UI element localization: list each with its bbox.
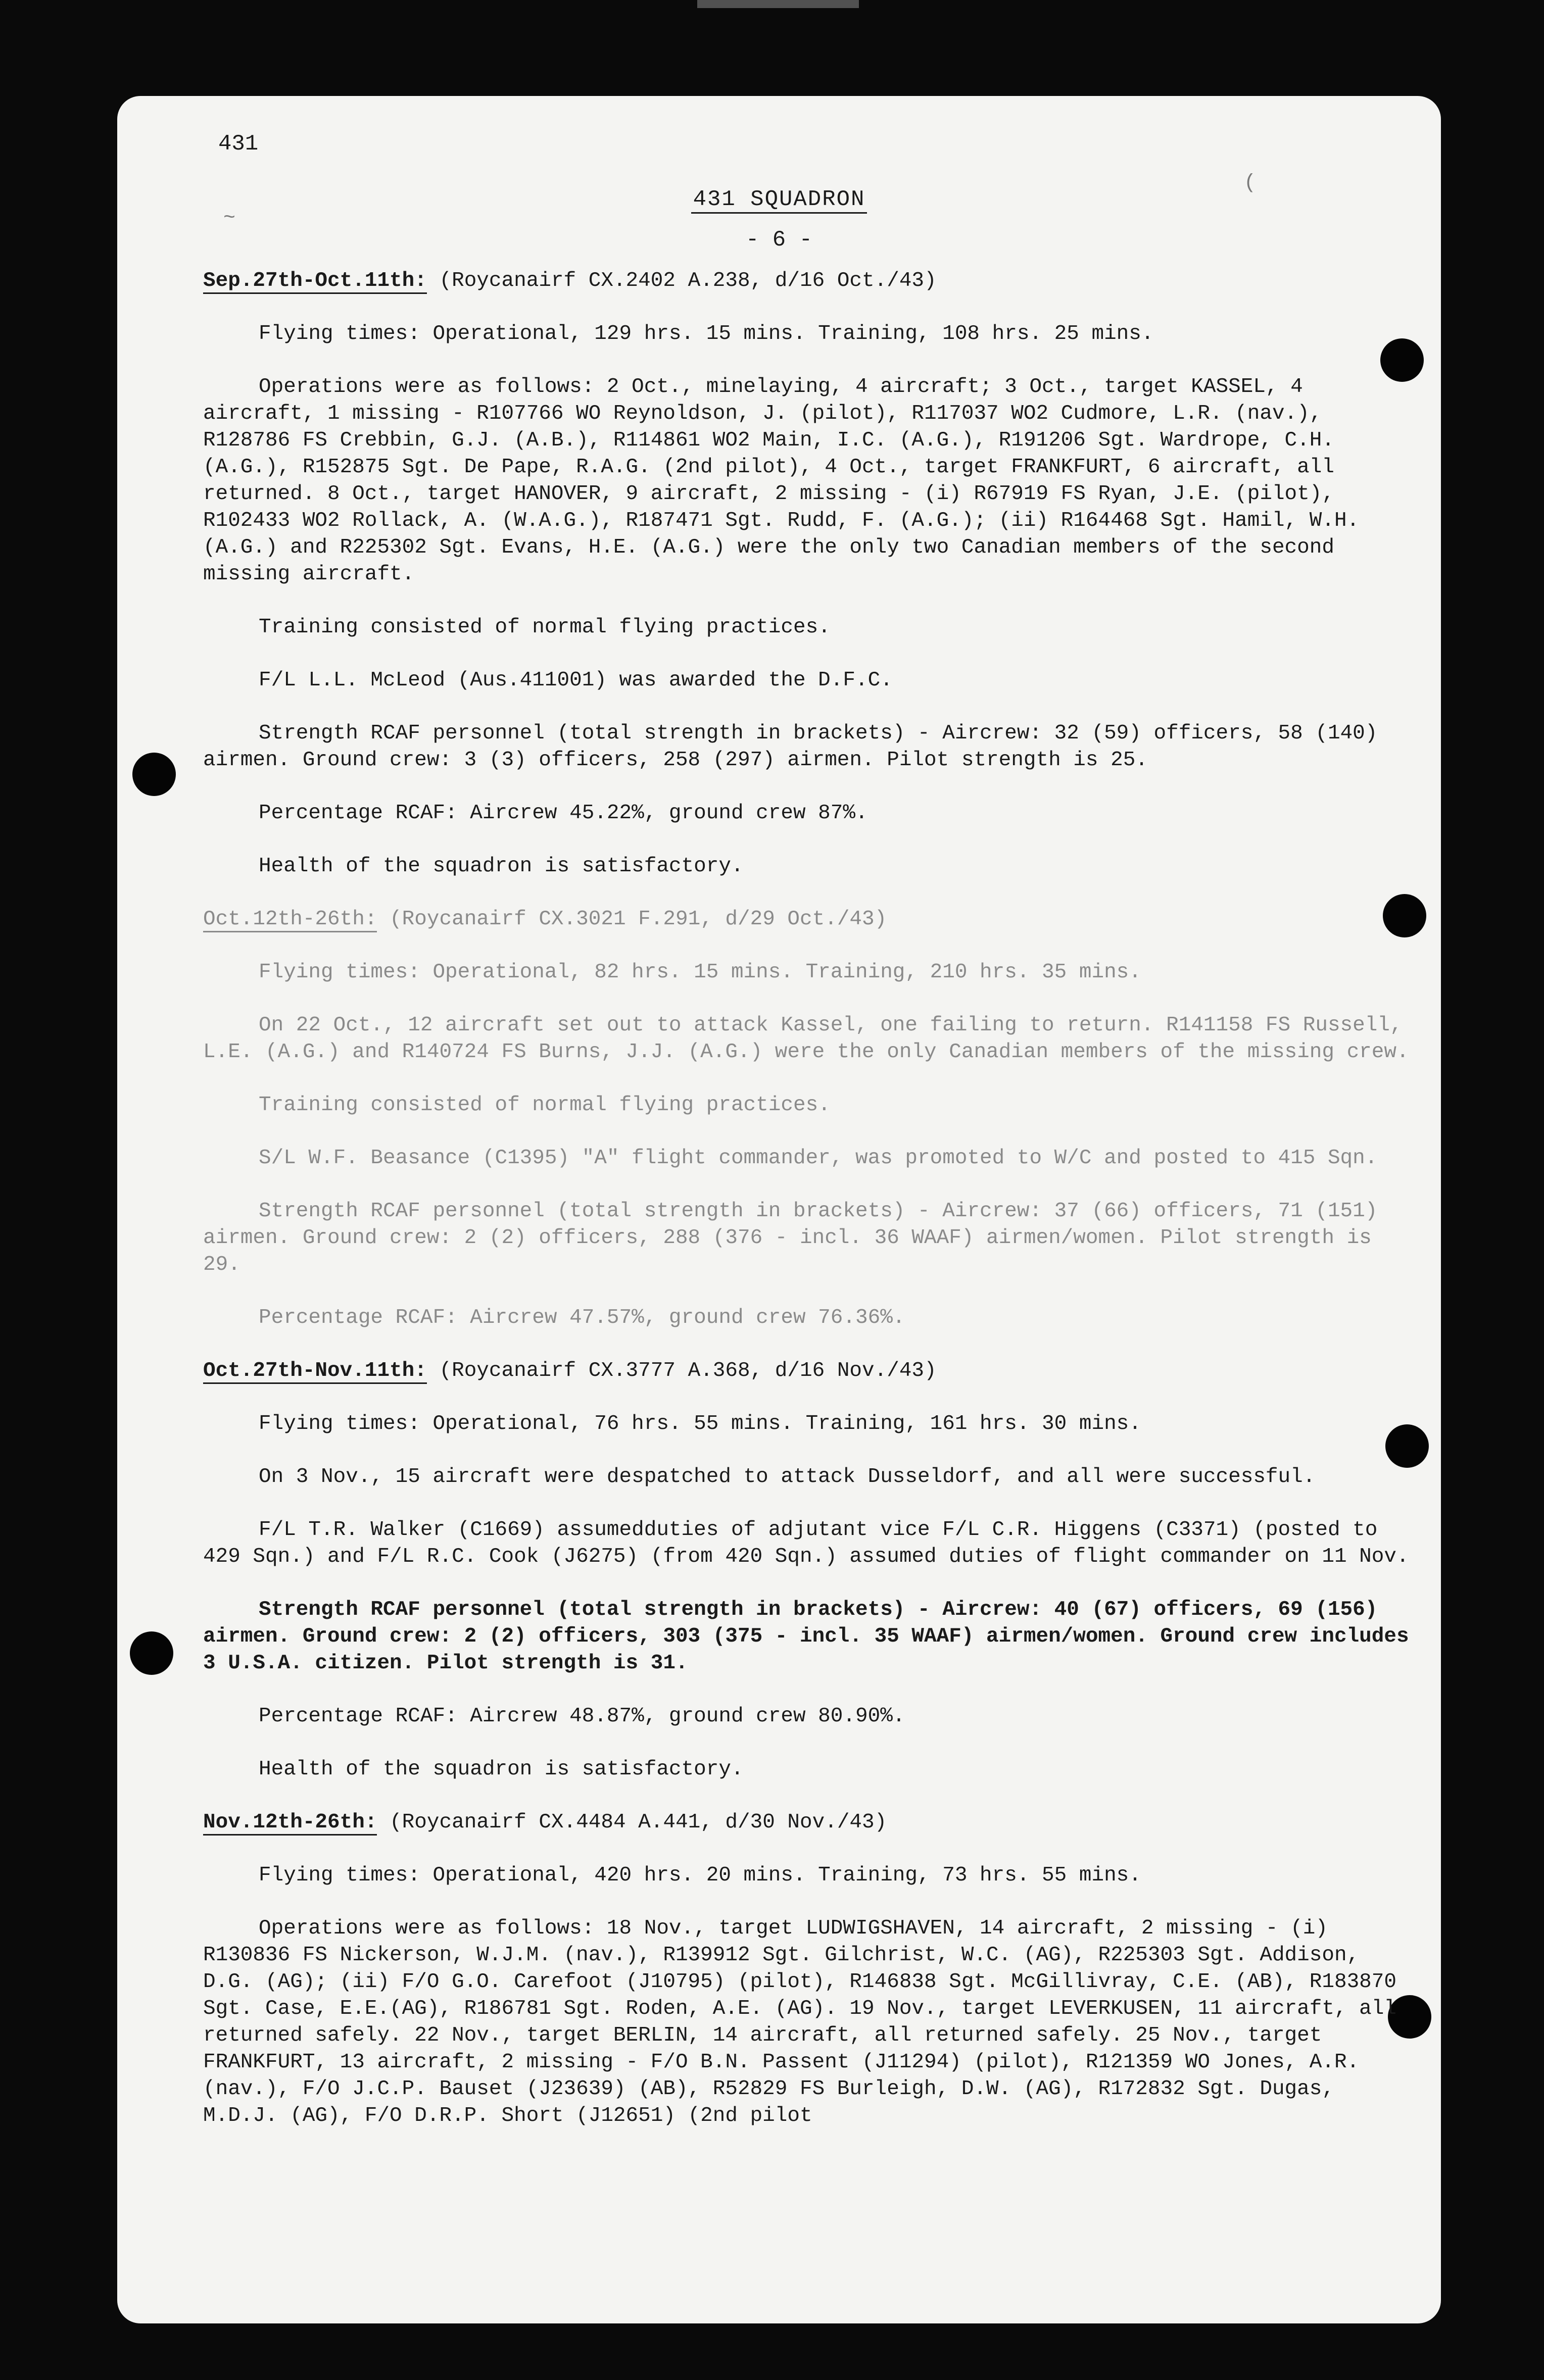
paragraph: S/L W.F. Beasance (C1395) "A" flight commander, was promoted to W/C and posted to 415 Sqn.	[259, 1147, 1378, 1170]
punch-hole	[132, 753, 176, 796]
paragraph: Health of the squadron is satisfactory.	[259, 1758, 744, 1781]
paragraph: Health of the squadron is satisfactory.	[259, 855, 744, 878]
section-header: Oct.12th-26th: (Roycanairf CX.3021 F.291, d/29 Oct./43)	[203, 906, 1411, 933]
paragraph: Strength RCAF personnel (total strength in brackets) - Aircrew: 40 (67) officers, 69 (156) airmen. Ground crew: 2 (2) officers, 303 (375 - incl. 35 WAAF) airmen/women. Ground crew includes 3 U.S.A. citizen. Pilot strength is 31.	[203, 1598, 1409, 1675]
paragraph: Flying times: Operational, 82 hrs. 15 mins. Training, 210 hrs. 35 mins.	[259, 961, 1141, 984]
paragraph: Flying times: Operational, 420 hrs. 20 mins. Training, 73 hrs. 55 mins.	[259, 1864, 1141, 1887]
paragraph: Training consisted of normal flying practices.	[259, 1094, 831, 1117]
section-header: Nov.12th-26th: (Roycanairf CX.4484 A.441, d/30 Nov./43)	[203, 1809, 1411, 1836]
punch-hole	[130, 1631, 173, 1675]
paragraph: Strength RCAF personnel (total strength in brackets) - Aircrew: 37 (66) officers, 71 (151) airmen. Ground crew: 2 (2) officers, 288 (376 - incl. 36 WAAF) airmen/women. Pilot strength is 29.	[203, 1200, 1378, 1276]
section-header: Sep.27th-Oct.11th: (Roycanairf CX.2402 A.238, d/16 Oct./43)	[203, 268, 1411, 294]
paragraph: Training consisted of normal flying practices.	[259, 616, 831, 639]
section-header: Oct.27th-Nov.11th: (Roycanairf CX.3777 A.368, d/16 Nov./43)	[203, 1358, 1411, 1384]
page-title: 431 SQUADRON	[117, 187, 1441, 212]
document-page: 431 ~ ( 431 SQUADRON - 6 - Sep.27th-Oct.11th: (Roycanairf CX.2402 A.238, d/16 Oct./43) Flying times: Operational, 129 hrs. 15 mins. Training, 108 hrs. 25 mins. Operations were as follows: 2 Oct., minelaying, 4 aircraft; 3 Oct., target KASSEL, 4 aircraft, 1 missing - R107766 WO Reynoldson, J. (pilot), R117037 WO2 Cudmore, L.R. (nav.), R128786 FS Crebbin, G.J. (A.B.), R114861 WO2 Main, I.C. (A.G.), R191206 Sgt. Wardrope, C.H. (A.G.), R152875 Sgt. De Pape, R.A.G. (2nd pilot), 4 Oct., target FRANKFURT, 6 aircraft, all returned. 8 Oct., target HANOVER, 9 aircraft, 2 missing - (i) R67919 FS Ryan, J.E. (pilot), R102433 WO2 Rollack, A. (W.A.G.), R187471 Sgt. Rudd, F. (A.G.); (ii) R164468 Sgt. Hamil, W.H. (A.G.) and R225302 Sgt. Evans, H.E. (A.G.) were the only two Canadian members of the second missing aircraft. Training consisted of normal flying practices. F/L L.L. McLeod (Aus.411001) was awarded the D.F.C. Strength RCAF personnel (total strength in brackets) - Aircrew: 32 (59) officers, 58 (140) airmen. Ground crew: 3 (3) officers, 258 (297) airmen. Pilot strength is 25. Percentage RCAF: Aircrew 45.22%, ground crew 87%. Health of the squadron is satisfactory. Oct.12th-26th: (Roycanairf CX.3021 F.291, d/29 Oct./43) Flying times: Operational, 82 hrs. 15 mins. Training, 210 hrs. 35 mins. On 22 Oct., 12 aircraft set out to attack Kassel, one failing to return. R141158 FS Russell, L.E. (A.G.) and R140724 FS Burns, J.J. (A.G.) were the only Canadian members of the missing crew. Training consisted of normal flying practices. S/L W.F. Beasance (C1395) "A" flight commander, was promoted to W/C and posted to 415 Sqn. Strength RCAF personnel (total strength in brackets) - Aircrew: 37 (66) officers, 71 (151) airmen. Ground crew: 2 (2) officers, 288 (376 - incl. 36 WAAF) airmen/women. Pilot strength is 29. Percentage RCAF: Aircrew 47.57%, ground crew 76.36%. Oct.27th-Nov.11th: (Roycanairf CX.3777 A.368, d/16 Nov./43) Flying times: Operational, 76 hrs. 55 mins. Training, 161 hrs. 30 mins. On 3 Nov., 15 aircraft were despatched to attack Dusseldorf, and all were successful. F/L T.R. Walker (C1669) assumedduties of adjutant vice F/L C.R. Higgens (C3371) (posted to 429 Sqn.) and F/L R.C. Cook (J6275) (from 420 Sqn.) assumed duties of flight commander on 11 Nov. Strength RCAF personnel (total strength in brackets) - Aircrew: 40 (67) officers, 69 (156) airmen. Ground crew: 2 (2) officers, 303 (375 - incl. 35 WAAF) airmen/women. Ground crew includes 3 U.S.A. citizen. Pilot strength is 31. Percentage RCAF: Aircrew 48.87%, ground crew 80.90%. Health of the squadron is satisfactory. Nov.12th-26th: (Roycanairf CX.4484 A.441, d/30 Nov./43) Flying times: Operational, 420 hrs. 20 mins. Training, 73 hrs. 55 mins. Operations were as follows: 18 Nov., target LUDWIGSHAVEN, 14 aircraft, 2 missing - (i) R130836 FS Nickerson, W.J.M. (nav.), R139912 Sgt. Gilchrist, W.C. (AG), R225303 Sgt. Addison, D.G. (AG); (ii) F/O G.O. Carefoot (J10795) (pilot), R146838 Sgt. McGillivray, C.E. (AB), R183870 Sgt. Case, E.E.(AG), R186781 Sgt. Roden, A.E. (AG). 19 Nov., target LEVERKUSEN, 11 aircraft, all returned safely. 22 Nov., target BERLIN, 14 aircraft, all returned safely. 25 Nov., target FRANKFURT, 13 aircraft, 2 missing - F/O B.N. Passent (J11294) (pilot), R121359 WO Jones, A.R. (nav.), F/O J.C.P. Bauset (J23639) (AB), R52829 FS Burleigh, D.W. (AG), R172832 Sgt. Dugas, M.D.J. (AG), F/O D.R.P. Short (J12651) (2nd pilot	[117, 96, 1441, 2323]
paragraph: Operations were as follows: 2 Oct., minelaying, 4 aircraft; 3 Oct., target KASSEL, 4 aircraft, 1 missing - R107766 WO Reynoldson, J. (pilot), R117037 WO2 Cudmore, L.R. (nav.), R128786 FS Crebbin, G.J. (A.B.), R114861 WO2 Main, I.C. (A.G.), R191206 Sgt. Wardrope, C.H. (A.G.), R152875 Sgt. De Pape, R.A.G. (2nd pilot), 4 Oct., target FRANKFURT, 6 aircraft, all returned. 8 Oct., target HANOVER, 9 aircraft, 2 missing - (i) R67919 FS Ryan, J.E. (pilot), R102433 WO2 Rollack, A. (W.A.G.), R187471 Sgt. Rudd, F. (A.G.); (ii) R164468 Sgt. Hamil, W.H. (A.G.) and R225302 Sgt. Evans, H.E. (A.G.) were the only two Canadian members of the second missing aircraft.	[203, 375, 1360, 586]
paragraph: F/L L.L. McLeod (Aus.411001) was awarded the D.F.C.	[259, 669, 893, 692]
paragraph: Flying times: Operational, 129 hrs. 15 mins. Training, 108 hrs. 25 mins.	[259, 322, 1154, 345]
paragraph: Strength RCAF personnel (total strength in brackets) - Aircrew: 32 (59) officers, 58 (140) airmen. Ground crew: 3 (3) officers, 258 (297) airmen. Pilot strength is 25.	[203, 722, 1378, 772]
page-number: 431	[218, 131, 259, 157]
paragraph: On 3 Nov., 15 aircraft were despatched to attack Dusseldorf, and all were successful.	[259, 1465, 1316, 1489]
film-edge	[697, 0, 859, 8]
paragraph: Percentage RCAF: Aircrew 45.22%, ground crew 87%.	[259, 802, 868, 825]
paragraph: F/L T.R. Walker (C1669) assumedduties of adjutant vice F/L C.R. Higgens (C3371) (posted to 429 Sqn.) and F/L R.C. Cook (J6275) (from 420 Sqn.) assumed duties of flight commander on 11 Nov.	[203, 1518, 1409, 1568]
paragraph: On 22 Oct., 12 aircraft set out to attack Kassel, one failing to return. R141158 FS Russell, L.E. (A.G.) and R140724 FS Burns, J.J. (A.G.) were the only Canadian members of the missing crew.	[203, 1014, 1409, 1064]
document-body	[203, 268, 1411, 2156]
paragraph: Operations were as follows: 18 Nov., target LUDWIGSHAVEN, 14 aircraft, 2 missing - (i) R130836 FS Nickerson, W.J.M. (nav.), R139912 Sgt. Gilchrist, W.C. (AG), R225303 Sgt. Addison, D.G. (AG); (ii) F/O G.O. Carefoot (J10795) (pilot), R146838 Sgt. McGillivray, C.E. (AB), R183870 Sgt. Case, E.E.(AG), R186781 Sgt. Roden, A.E. (AG). 19 Nov., target LEVERKUSEN, 11 aircraft, all returned safely. 22 Nov., target BERLIN, 14 aircraft, all returned safely. 25 Nov., target FRANKFURT, 13 aircraft, 2 missing - F/O B.N. Passent (J11294) (pilot), R121359 WO Jones, A.R. (nav.), F/O J.C.P. Bauset (J23639) (AB), R52829 FS Burleigh, D.W. (AG), R172832 Sgt. Dugas, M.D.J. (AG), F/O D.R.P. Short (J12651) (2nd pilot	[203, 1917, 1396, 2127]
paragraph: Percentage RCAF: Aircrew 48.87%, ground crew 80.90%.	[259, 1705, 905, 1728]
paragraph: Flying times: Operational, 76 hrs. 55 mins. Training, 161 hrs. 30 mins.	[259, 1412, 1141, 1435]
paragraph: Percentage RCAF: Aircrew 47.57%, ground crew 76.36%.	[259, 1306, 905, 1329]
page-subtitle: - 6 -	[745, 227, 813, 253]
